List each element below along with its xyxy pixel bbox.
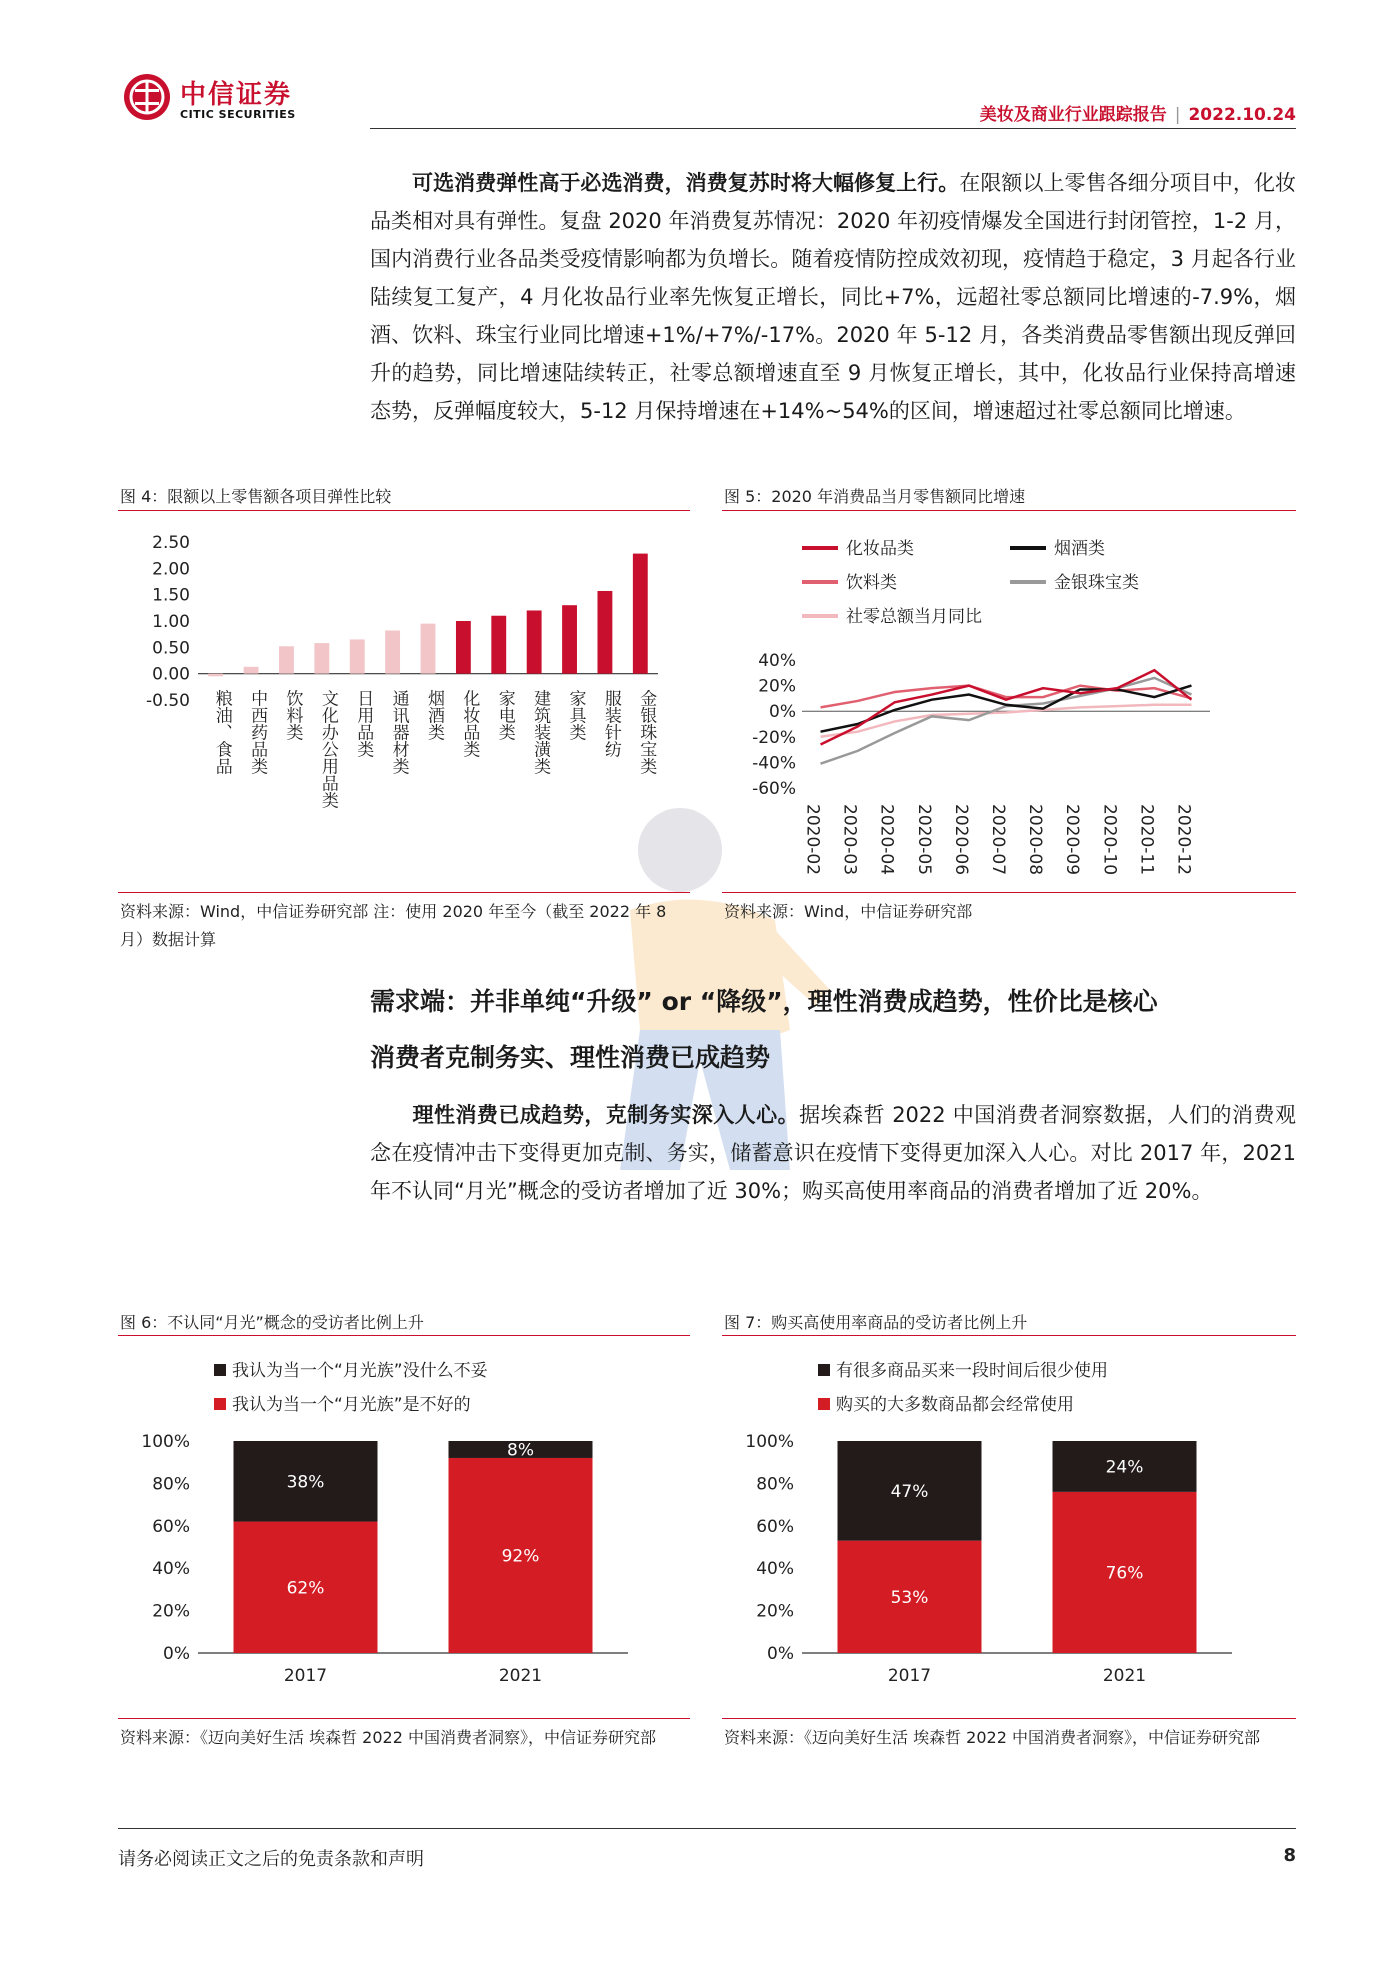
fig4-category-label: 文化办公用品类 bbox=[317, 689, 338, 809]
brand-name-en: CITIC SECURITIES bbox=[180, 108, 296, 121]
fig4-ytick-label: 1.50 bbox=[152, 585, 190, 606]
fig4-caption: 图 4：限额以上零售额各项目弹性比较 bbox=[120, 487, 392, 506]
fig7-source: 资料来源：《迈向美好生活 埃森哲 2022 中国消费者洞察》，中信证券研究部 bbox=[724, 1728, 1260, 1747]
fig4-bar bbox=[527, 610, 542, 673]
fig6-ytick-label: 100% bbox=[141, 1432, 190, 1452]
fig4-bar bbox=[456, 621, 471, 674]
fig4-bar bbox=[208, 674, 223, 677]
fig6-ytick-label: 80% bbox=[152, 1474, 190, 1495]
fig7-data-label: 53% bbox=[890, 1587, 929, 1608]
fig4-category-label: 饮料类 bbox=[282, 689, 303, 741]
fig6-ytick-label: 0% bbox=[163, 1644, 190, 1664]
fig6-ytick-label: 60% bbox=[152, 1516, 190, 1537]
fig7-ytick-label: 60% bbox=[756, 1516, 794, 1537]
report-header: 美妆及商业行业跟踪报告 | 2022.10.24 bbox=[979, 105, 1296, 125]
fig6-legend-swatch bbox=[214, 1364, 226, 1376]
fig4-bar bbox=[633, 554, 648, 674]
fig7-caption-rule bbox=[722, 1335, 1296, 1336]
fig6-ytick-label: 40% bbox=[152, 1559, 190, 1580]
fig4-bar bbox=[279, 646, 294, 673]
fig5-ytick-label: 0% bbox=[769, 702, 796, 723]
section-heading: 需求端：并非单纯“升级” or “降级”，理性消费成趋势，性价比是核心 bbox=[370, 987, 1158, 1016]
citic-logo-icon bbox=[122, 72, 172, 122]
fig5-ytick-label: 40% bbox=[758, 651, 796, 671]
fig5-legend-label: 饮料类 bbox=[846, 573, 897, 593]
fig7-bottom-rule bbox=[722, 1718, 1296, 1719]
fig4-ytick-label: 2.00 bbox=[152, 559, 190, 580]
sub-heading: 消费者克制务实、理性消费已成趋势 bbox=[370, 1043, 771, 1072]
fig4-bar bbox=[597, 591, 612, 674]
fig5-xtick-label: 2020-04 bbox=[876, 804, 897, 876]
fig5-xtick-label: 2020-10 bbox=[1099, 804, 1120, 876]
fig6-data-label: 8% bbox=[507, 1440, 534, 1461]
fig5-xtick-label: 2020-07 bbox=[988, 804, 1008, 876]
fig5-xtick-label: 2020-03 bbox=[839, 804, 860, 876]
fig7-stacked-bar-chart bbox=[722, 1345, 1296, 1705]
header-divider bbox=[370, 128, 1296, 129]
report-title: 美妆及商业行业跟踪报告 bbox=[979, 105, 1167, 125]
fig4-bar bbox=[491, 616, 506, 674]
fig5-caption: 图 5：2020 年消费品当月零售额同比增速 bbox=[724, 487, 1026, 506]
fig7-category-label: 2021 bbox=[1102, 1666, 1147, 1686]
fig4-caption-rule bbox=[118, 510, 690, 511]
fig7-ytick-label: 20% bbox=[756, 1601, 794, 1622]
fig6-data-label: 62% bbox=[286, 1578, 325, 1599]
fig7-ytick-label: 100% bbox=[745, 1432, 794, 1452]
fig5-ytick-label: -20% bbox=[752, 727, 796, 748]
fig5-xtick-label: 2020-05 bbox=[913, 804, 934, 876]
fig7-category-label: 2017 bbox=[887, 1666, 932, 1686]
fig4-ytick-label: -0.50 bbox=[146, 691, 190, 711]
fig6-caption-rule bbox=[118, 1335, 690, 1336]
fig5-series-line bbox=[821, 678, 1192, 764]
fig4-bar-chart bbox=[118, 520, 690, 880]
fig4-category-label: 日用品类 bbox=[353, 689, 374, 758]
fig7-caption: 图 7：购买高使用率商品的受访者比例上升 bbox=[724, 1313, 1028, 1332]
fig6-ytick-label: 20% bbox=[152, 1601, 190, 1622]
fig4-category-label: 粮油、食品 bbox=[211, 689, 232, 775]
fig4-category-label: 金银珠宝类 bbox=[636, 689, 657, 775]
fig7-ytick-label: 80% bbox=[756, 1474, 794, 1495]
fig4-category-label: 中西药品类 bbox=[247, 689, 268, 775]
fig4-bar bbox=[562, 605, 577, 673]
fig4-bottom-rule bbox=[118, 892, 690, 893]
fig4-category-label: 家具类 bbox=[565, 689, 586, 741]
fig5-xtick-label: 2020-06 bbox=[950, 804, 971, 876]
fig7-ytick-label: 40% bbox=[756, 1559, 794, 1580]
fig7-data-label: 76% bbox=[1105, 1563, 1144, 1584]
fig6-stacked-bar-chart bbox=[118, 1345, 690, 1705]
fig4-category-label: 通讯器材类 bbox=[388, 689, 409, 775]
fig7-data-label: 24% bbox=[1105, 1457, 1144, 1478]
fig4-category-label: 服装针纺 bbox=[600, 689, 621, 758]
fig5-series-line bbox=[821, 686, 1192, 732]
fig5-caption-rule bbox=[722, 510, 1296, 511]
fig7-legend-swatch bbox=[818, 1364, 830, 1376]
page-number: 8 bbox=[1283, 1845, 1296, 1866]
paragraph-lead: 可选消费弹性高于必选消费，消费复苏时将大幅修复上行。 bbox=[412, 171, 960, 195]
fig4-ytick-label: 0.00 bbox=[152, 664, 190, 685]
fig5-xtick-label: 2020-08 bbox=[1025, 804, 1046, 876]
fig4-bar bbox=[244, 667, 259, 674]
fig4-bar bbox=[314, 643, 329, 674]
fig4-category-label: 家电类 bbox=[494, 689, 515, 741]
fig7-ytick-label: 0% bbox=[767, 1644, 794, 1664]
fig4-ytick-label: 2.50 bbox=[152, 533, 190, 553]
fig6-category-label: 2017 bbox=[283, 1666, 328, 1686]
fig6-bottom-rule bbox=[118, 1718, 690, 1719]
fig5-legend-label: 化妆品类 bbox=[846, 539, 914, 559]
fig4-category-label: 建筑装潢类 bbox=[530, 689, 551, 775]
fig7-data-label: 47% bbox=[890, 1481, 929, 1502]
fig4-bar bbox=[421, 624, 436, 674]
fig7-legend-label: 购买的大多数商品都会经常使用 bbox=[836, 1395, 1074, 1415]
fig6-data-label: 38% bbox=[286, 1472, 325, 1493]
fig6-legend-swatch bbox=[214, 1398, 226, 1410]
fig4-ytick-label: 0.50 bbox=[152, 638, 190, 659]
fig6-source: 资料来源：《迈向美好生活 埃森哲 2022 中国消费者洞察》，中信证券研究部 bbox=[120, 1728, 656, 1747]
fig6-caption: 图 6：不认同“月光”概念的受访者比例上升 bbox=[120, 1313, 424, 1332]
report-date: 2022.10.24 bbox=[1188, 105, 1296, 125]
fig5-ytick-label: -60% bbox=[752, 779, 796, 799]
fig7-legend-swatch bbox=[818, 1398, 830, 1410]
fig4-category-label: 烟酒类 bbox=[424, 689, 444, 741]
fig4-source: 资料来源：Wind，中信证券研究部 注：使用 2020 年至今（截至 2022 年 8 月）数据计算 bbox=[120, 902, 667, 949]
fig5-ytick-label: 20% bbox=[758, 676, 796, 697]
fig6-legend-label: 我认为当一个“月光族”是不好的 bbox=[232, 1395, 471, 1415]
footer-divider bbox=[118, 1828, 1296, 1829]
fig6-data-label: 92% bbox=[501, 1546, 540, 1567]
fig5-bottom-rule bbox=[722, 892, 1296, 893]
footer-disclaimer: 请务必阅读正文之后的免责条款和声明 bbox=[118, 1849, 424, 1870]
fig5-legend-label: 金银珠宝类 bbox=[1054, 573, 1139, 593]
fig5-legend-label: 社零总额当月同比 bbox=[846, 607, 982, 627]
fig5-source: 资料来源：Wind，中信证券研究部 bbox=[724, 902, 973, 921]
paragraph-consumption-elasticity bbox=[370, 164, 1296, 430]
fig5-xtick-label: 2020-02 bbox=[802, 804, 823, 876]
paragraph-body: 在限额以上零售各细分项目中，化妆品类相对具有弹性。复盘 2020 年消费复苏情况：2020 年初疫情爆发全国进行封闭管控，1-2 月，国内消费行业各品类受疫情影响都为负增长。随着疫情防控成效初现，疫情趋于稳定，3 月起各行业陆续复工复产，4 月化妆品行业率先恢复正增长，同比+7%，远超社零总额同比增速的-7.9%，烟酒、饮料、珠宝行业同比增速+1%/+7%/-17%。2020 年 5-12 月，各类消费品零售额出现反弹回升的趋势，同比增速陆续转正，社零总额增速直至 9 月恢复正增长，其中，化妆品行业保持高增速态势，反弹幅度较大，5-12 月保持增速在+14%~54%的区间，增速超过社零总额同比增速。 bbox=[370, 171, 1297, 423]
fig7-legend-label: 有很多商品买来一段时间后很少使用 bbox=[836, 1361, 1108, 1381]
fig4-category-label: 化妆品类 bbox=[459, 689, 480, 758]
fig5-ytick-label: -40% bbox=[752, 753, 796, 774]
paragraph-rational-consumption bbox=[370, 1096, 1296, 1210]
fig6-category-label: 2021 bbox=[498, 1666, 543, 1686]
fig5-xtick-label: 2020-09 bbox=[1062, 804, 1083, 876]
fig4-bar bbox=[385, 630, 400, 673]
brand-name-cn: 中信证券 bbox=[180, 80, 293, 110]
fig5-series-line bbox=[821, 705, 1192, 737]
fig5-xtick-label: 2020-11 bbox=[1136, 804, 1157, 876]
fig4-ytick-label: 1.00 bbox=[152, 612, 190, 632]
fig6-legend-label: 我认为当一个“月光族”没什么不妥 bbox=[232, 1361, 488, 1381]
fig5-line-chart bbox=[722, 520, 1296, 880]
paragraph2-lead: 理性消费已成趋势，克制务实深入人心。 bbox=[412, 1103, 800, 1127]
paragraph2-body: 据埃森哲 2022 中国消费者洞察数据，人们的消费观念在疫情冲击下变得更加克制、务实，储蓄意识在疫情下变得更加深入人心。对比 2017 年，2021 年不认同“月光”概念的受访者增加了近 30%；购买高使用率商品的消费者增加了近 20%。 bbox=[370, 1103, 1296, 1203]
fig4-bar bbox=[350, 639, 365, 673]
fig5-legend-label: 烟酒类 bbox=[1054, 539, 1105, 559]
fig5-xtick-label: 2020-12 bbox=[1173, 804, 1194, 876]
